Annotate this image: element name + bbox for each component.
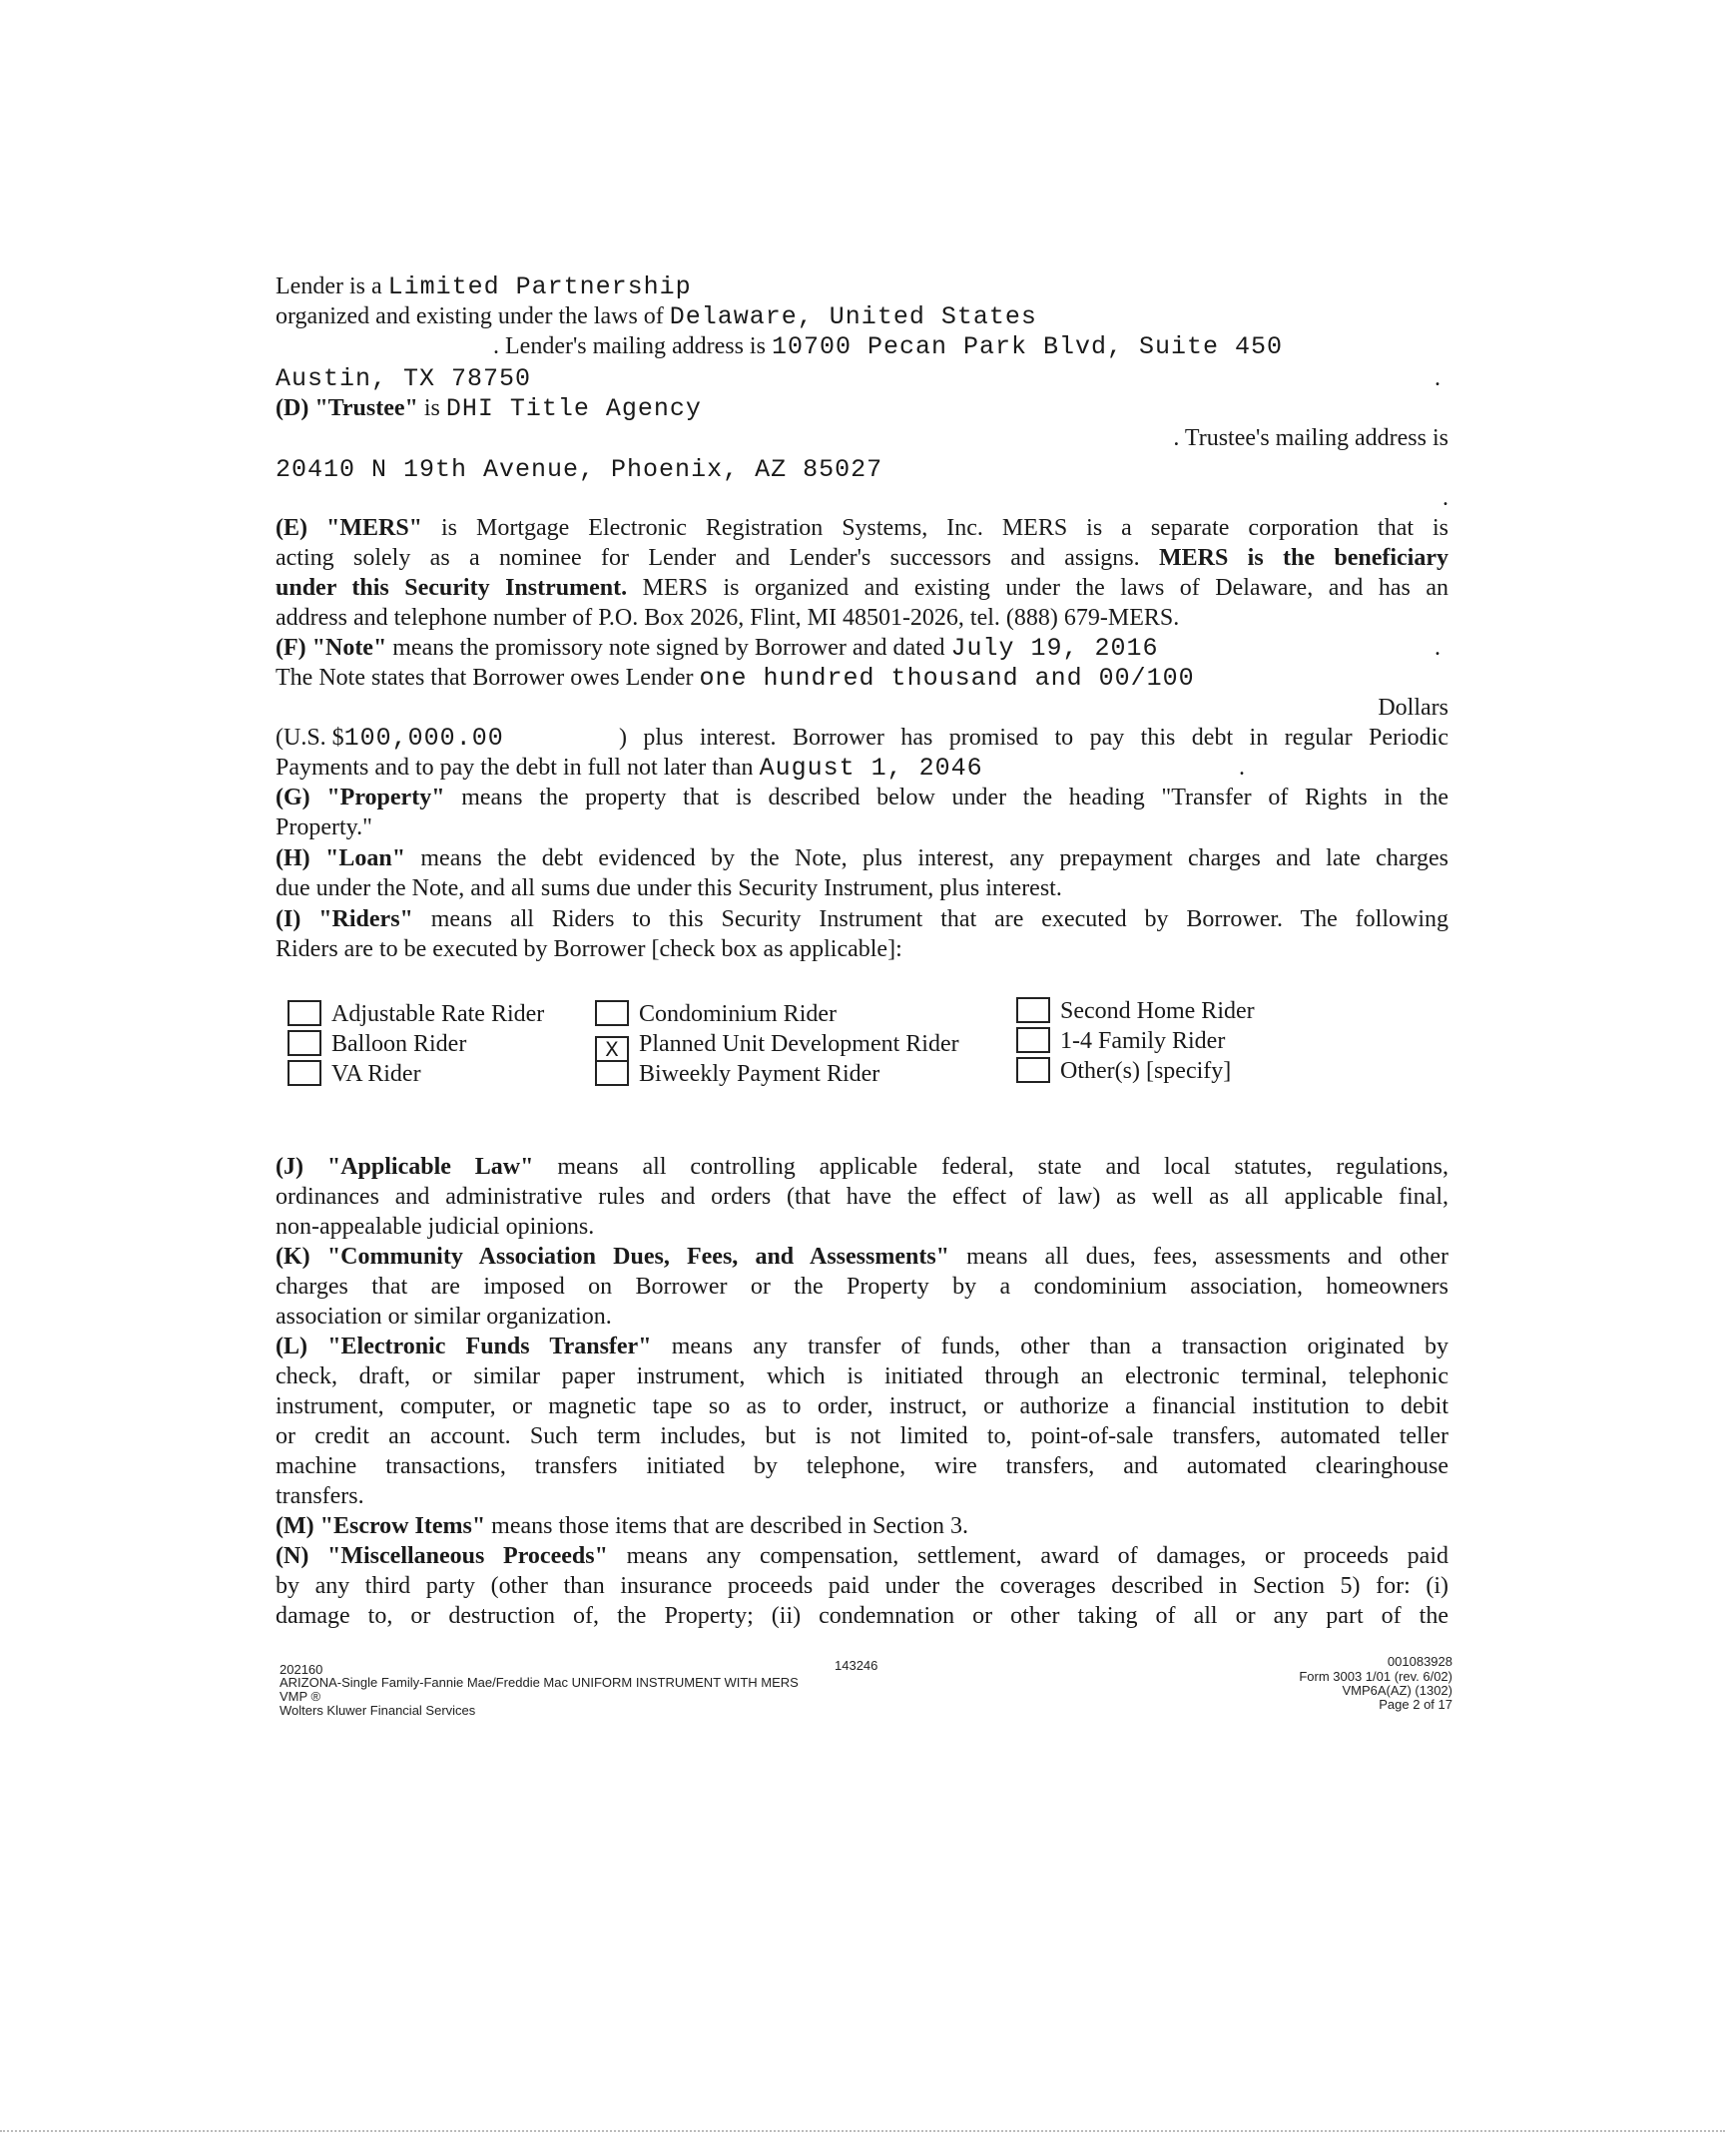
footer-code-left: 202160	[280, 1662, 323, 1677]
mers-line-1	[276, 513, 1448, 543]
applicable-law-text-1: means all controlling applicable federal, state and local statutes, regulations,	[557, 1154, 1449, 1180]
misc-line-1	[276, 1541, 1448, 1571]
rider-checkbox[interactable]	[1016, 1057, 1050, 1083]
applicable-law-line-2	[276, 1182, 1448, 1212]
trustee-period: .	[1442, 485, 1448, 511]
rider-other	[1016, 1056, 1231, 1086]
applicable-law-line-3	[276, 1212, 1448, 1242]
note-payments-label: Payments and to pay the debt in full not later than	[276, 755, 754, 781]
property-marker: (G)	[276, 785, 310, 810]
rider-label: Other(s) [specify]	[1060, 1058, 1232, 1084]
lender-state-line	[276, 301, 1448, 332]
rider-checkbox[interactable]	[595, 1000, 629, 1026]
trustee-name-value: DHI Title Agency	[445, 394, 702, 423]
escrow-marker: (M)	[276, 1513, 314, 1539]
loan-marker: (H)	[276, 845, 310, 871]
rider-checkbox[interactable]: X	[595, 1036, 629, 1062]
loan-line-2	[276, 873, 1448, 903]
note-owes-label: The Note states that Borrower owes Lender	[276, 665, 694, 691]
footer-page-number: Page 2 of 17	[1379, 1697, 1452, 1712]
rider-label: Planned Unit Development Rider	[639, 1031, 959, 1057]
community-text-3: association or similar organization.	[276, 1304, 612, 1330]
rider-adjustable-rate	[288, 999, 544, 1029]
footer-code-center: 143246	[835, 1658, 878, 1673]
rider-checkbox[interactable]	[288, 1030, 321, 1056]
misc-text-2: by any third party (other than insurance proceeds paid under the coverages described in Section 5) for: (i)	[276, 1573, 1448, 1599]
rider-label: Second Home Rider	[1060, 998, 1255, 1024]
community-line-2	[276, 1272, 1448, 1302]
riders-text-2: Riders are to be executed by Borrower [check box as applicable]:	[276, 936, 902, 962]
lender-type-value: Limited Partnership	[387, 272, 692, 301]
eft-text-6: transfers.	[276, 1483, 364, 1509]
misc-text-1: means any compensation, settlement, award of damages, or proceeds paid	[626, 1543, 1449, 1569]
lender-address-2: Austin, TX 78750	[276, 364, 532, 393]
lender-address-line	[493, 331, 1392, 362]
misc-line-3	[276, 1601, 1448, 1631]
trustee-marker: (D)	[276, 395, 309, 421]
applicable-law-line-1	[276, 1152, 1448, 1182]
riders-marker: (I)	[276, 906, 301, 932]
eft-line-4	[276, 1421, 1448, 1451]
rider-checkbox[interactable]	[1016, 1027, 1050, 1053]
note-line-1	[276, 633, 1448, 664]
trustee-term: "Trustee"	[314, 395, 418, 421]
misc-marker: (N)	[276, 1543, 309, 1569]
rider-checkbox[interactable]	[288, 1000, 321, 1026]
property-term: "Property"	[326, 785, 445, 810]
riders-term: "Riders"	[318, 906, 413, 932]
lender-address-1: 10700 Pecan Park Blvd, Suite 450	[771, 332, 1284, 361]
note-period-2: .	[1239, 755, 1245, 781]
misc-term: "Miscellaneous Proceeds"	[327, 1543, 608, 1569]
note-us-label: (U.S. $	[276, 725, 344, 751]
rider-biweekly-payment	[595, 1059, 879, 1089]
eft-text-2: check, draft, or similar paper instrument, which is initiated through an electronic terminal, telephonic	[276, 1363, 1448, 1389]
mers-text-4: address and telephone number of P.O. Box 2026, Flint, MI 48501-2026, tel. (888) 679-MERS.	[276, 605, 1180, 631]
trustee-address-line	[276, 454, 1448, 485]
trustee-mailing-line	[276, 423, 1448, 453]
rider-checkbox[interactable]	[1016, 997, 1050, 1023]
community-text-2: charges that are imposed on Borrower or the Property by a condominium association, homeowners	[276, 1274, 1448, 1300]
community-line-1	[276, 1242, 1448, 1272]
community-term: "Community Association Dues, Fees, and Assessments"	[326, 1244, 949, 1270]
eft-line-2	[276, 1361, 1448, 1391]
eft-text-4: or credit an account. Such term includes, but is not limited to, point-of-sale transfers, automated teller	[276, 1423, 1448, 1449]
note-dollars-line	[276, 693, 1448, 723]
mers-term: "MERS"	[326, 515, 422, 541]
note-date-value: July 19, 2016	[950, 634, 1159, 663]
escrow-term: "Escrow Items"	[319, 1513, 486, 1539]
rider-label: Adjustable Rate Rider	[331, 1001, 545, 1027]
rider-label: VA Rider	[331, 1061, 421, 1087]
mers-text-1: is Mortgage Electronic Registration Systems, Inc. MERS is a separate corporation that is	[441, 515, 1449, 541]
community-text-1: means all dues, fees, assessments and other	[966, 1244, 1449, 1270]
eft-text-3: instrument, computer, or magnetic tape so as to order, instruct, or authorize a financial institution to debit	[276, 1393, 1448, 1419]
property-line-1	[276, 783, 1448, 812]
riders-line-1	[276, 904, 1448, 934]
note-line-4	[276, 723, 1448, 754]
footer-publisher: Wolters Kluwer Financial Services	[280, 1703, 476, 1718]
applicable-law-term: "Applicable Law"	[326, 1154, 534, 1180]
trustee-address-value: 20410 N 19th Avenue, Phoenix, AZ 85027	[276, 455, 883, 484]
rider-second-home	[1016, 996, 1255, 1026]
rider-label: Biweekly Payment Rider	[639, 1061, 880, 1087]
eft-marker: (L)	[276, 1334, 307, 1359]
mers-beneficiary-bold: MERS is the beneficiary	[1158, 545, 1448, 571]
note-line-2	[276, 663, 1448, 694]
lender-label: Lender is a	[276, 273, 382, 299]
eft-text-1: means any transfer of funds, other than a transaction originated by	[671, 1334, 1449, 1359]
misc-line-2	[276, 1571, 1448, 1601]
footer-vmp-code: VMP6A(AZ) (1302)	[1342, 1683, 1452, 1698]
loan-text-2: due under the Note, and all sums due under this Security Instrument, plus interest.	[276, 875, 1062, 901]
riders-line-2	[276, 934, 1448, 964]
rider-planned-unit-development	[595, 1029, 959, 1062]
note-line-5	[276, 753, 1448, 784]
note-term: "Note"	[311, 635, 387, 661]
rider-label: Balloon Rider	[331, 1031, 467, 1057]
lender-type-line	[276, 271, 1448, 302]
rider-1-4-family	[1016, 1026, 1225, 1056]
organized-label: organized and existing under the laws of	[276, 303, 664, 329]
footer-vmp: VMP ®	[280, 1689, 321, 1704]
property-text-2: Property."	[276, 814, 372, 840]
applicable-law-marker: (J)	[276, 1154, 303, 1180]
escrow-line-1	[276, 1511, 1448, 1541]
scan-artifact-divider	[0, 2130, 1725, 2136]
rider-va	[288, 1059, 421, 1089]
trustee-is-label: is	[423, 395, 440, 421]
footer-form-number: Form 3003 1/01 (rev. 6/02)	[1299, 1669, 1452, 1684]
note-plus-interest: ) plus interest. Borrower has promised to pay this debt in regular Periodic	[619, 725, 1448, 751]
property-line-2	[276, 812, 1448, 842]
trustee-period-line	[276, 483, 1448, 513]
eft-line-1	[276, 1332, 1448, 1361]
mers-line-3	[276, 573, 1448, 603]
rider-label: 1-4 Family Rider	[1060, 1028, 1226, 1054]
rider-checkbox[interactable]	[288, 1060, 321, 1086]
note-signed-label: means the promissory note signed by Borrower and dated	[392, 635, 945, 661]
note-amount-value: 100,000.00	[343, 724, 504, 753]
lender-state-value: Delaware, United States	[669, 302, 1037, 331]
rider-label: Condominium Rider	[639, 1001, 837, 1027]
note-period: .	[1435, 635, 1440, 661]
note-maturity-value: August 1, 2046	[759, 754, 983, 783]
rider-condominium	[595, 999, 837, 1029]
mers-text-2: acting solely as a nominee for Lender and Lender's successors and assigns.	[276, 545, 1140, 571]
lender-period: .	[1435, 365, 1440, 391]
applicable-law-text-2: ordinances and administrative rules and orders (that have the effect of law) as well as all applicable final,	[276, 1184, 1448, 1210]
eft-line-6	[276, 1481, 1448, 1511]
footer-code-right: 001083928	[1387, 1654, 1452, 1669]
mers-line-4	[276, 603, 1448, 633]
loan-text-1: means the debt evidenced by the Note, plus interest, any prepayment charges and late charges	[420, 845, 1449, 871]
escrow-text-1: means those items that are described in Section 3.	[491, 1513, 969, 1539]
community-marker: (K)	[276, 1244, 310, 1270]
rider-checkbox[interactable]	[595, 1060, 629, 1086]
eft-line-5	[276, 1451, 1448, 1481]
trustee-mailing-label: . Trustee's mailing address is	[1173, 425, 1448, 451]
mers-text-3: MERS is organized and existing under the laws of Delaware, and has an	[642, 575, 1449, 601]
mers-line-2	[276, 543, 1448, 573]
mers-security-bold: under this Security Instrument.	[276, 575, 628, 601]
rider-balloon	[288, 1029, 466, 1059]
loan-term: "Loan"	[325, 845, 406, 871]
footer-form-title: ARIZONA-Single Family-Fannie Mae/Freddie Mac UNIFORM INSTRUMENT WITH MERS	[280, 1675, 799, 1690]
eft-term: "Electronic Funds Transfer"	[327, 1334, 652, 1359]
note-marker: (F)	[276, 635, 306, 661]
note-amount-words: one hundred thousand and 00/100	[699, 664, 1195, 693]
eft-text-5: machine transactions, transfers initiated by telephone, wire transfers, and automated clearinghouse	[276, 1453, 1448, 1479]
riders-text-1: means all Riders to this Security Instrument that are executed by Borrower. The following	[430, 906, 1448, 932]
misc-text-3: damage to, or destruction of, the Property; (ii) condemnation or other taking of all or any part of the	[276, 1603, 1448, 1629]
eft-line-3	[276, 1391, 1448, 1421]
property-text-1: means the property that is described below under the heading "Transfer of Rights in the	[461, 785, 1449, 810]
trustee-line	[276, 393, 1448, 424]
loan-line-1	[276, 843, 1448, 873]
note-dollars-label: Dollars	[1378, 695, 1448, 721]
lender-mailing-label: . Lender's mailing address is	[493, 333, 766, 359]
community-line-3	[276, 1302, 1448, 1332]
lender-city-line	[276, 363, 1448, 394]
applicable-law-text-3: non-appealable judicial opinions.	[276, 1214, 595, 1240]
mers-marker: (E)	[276, 515, 307, 541]
